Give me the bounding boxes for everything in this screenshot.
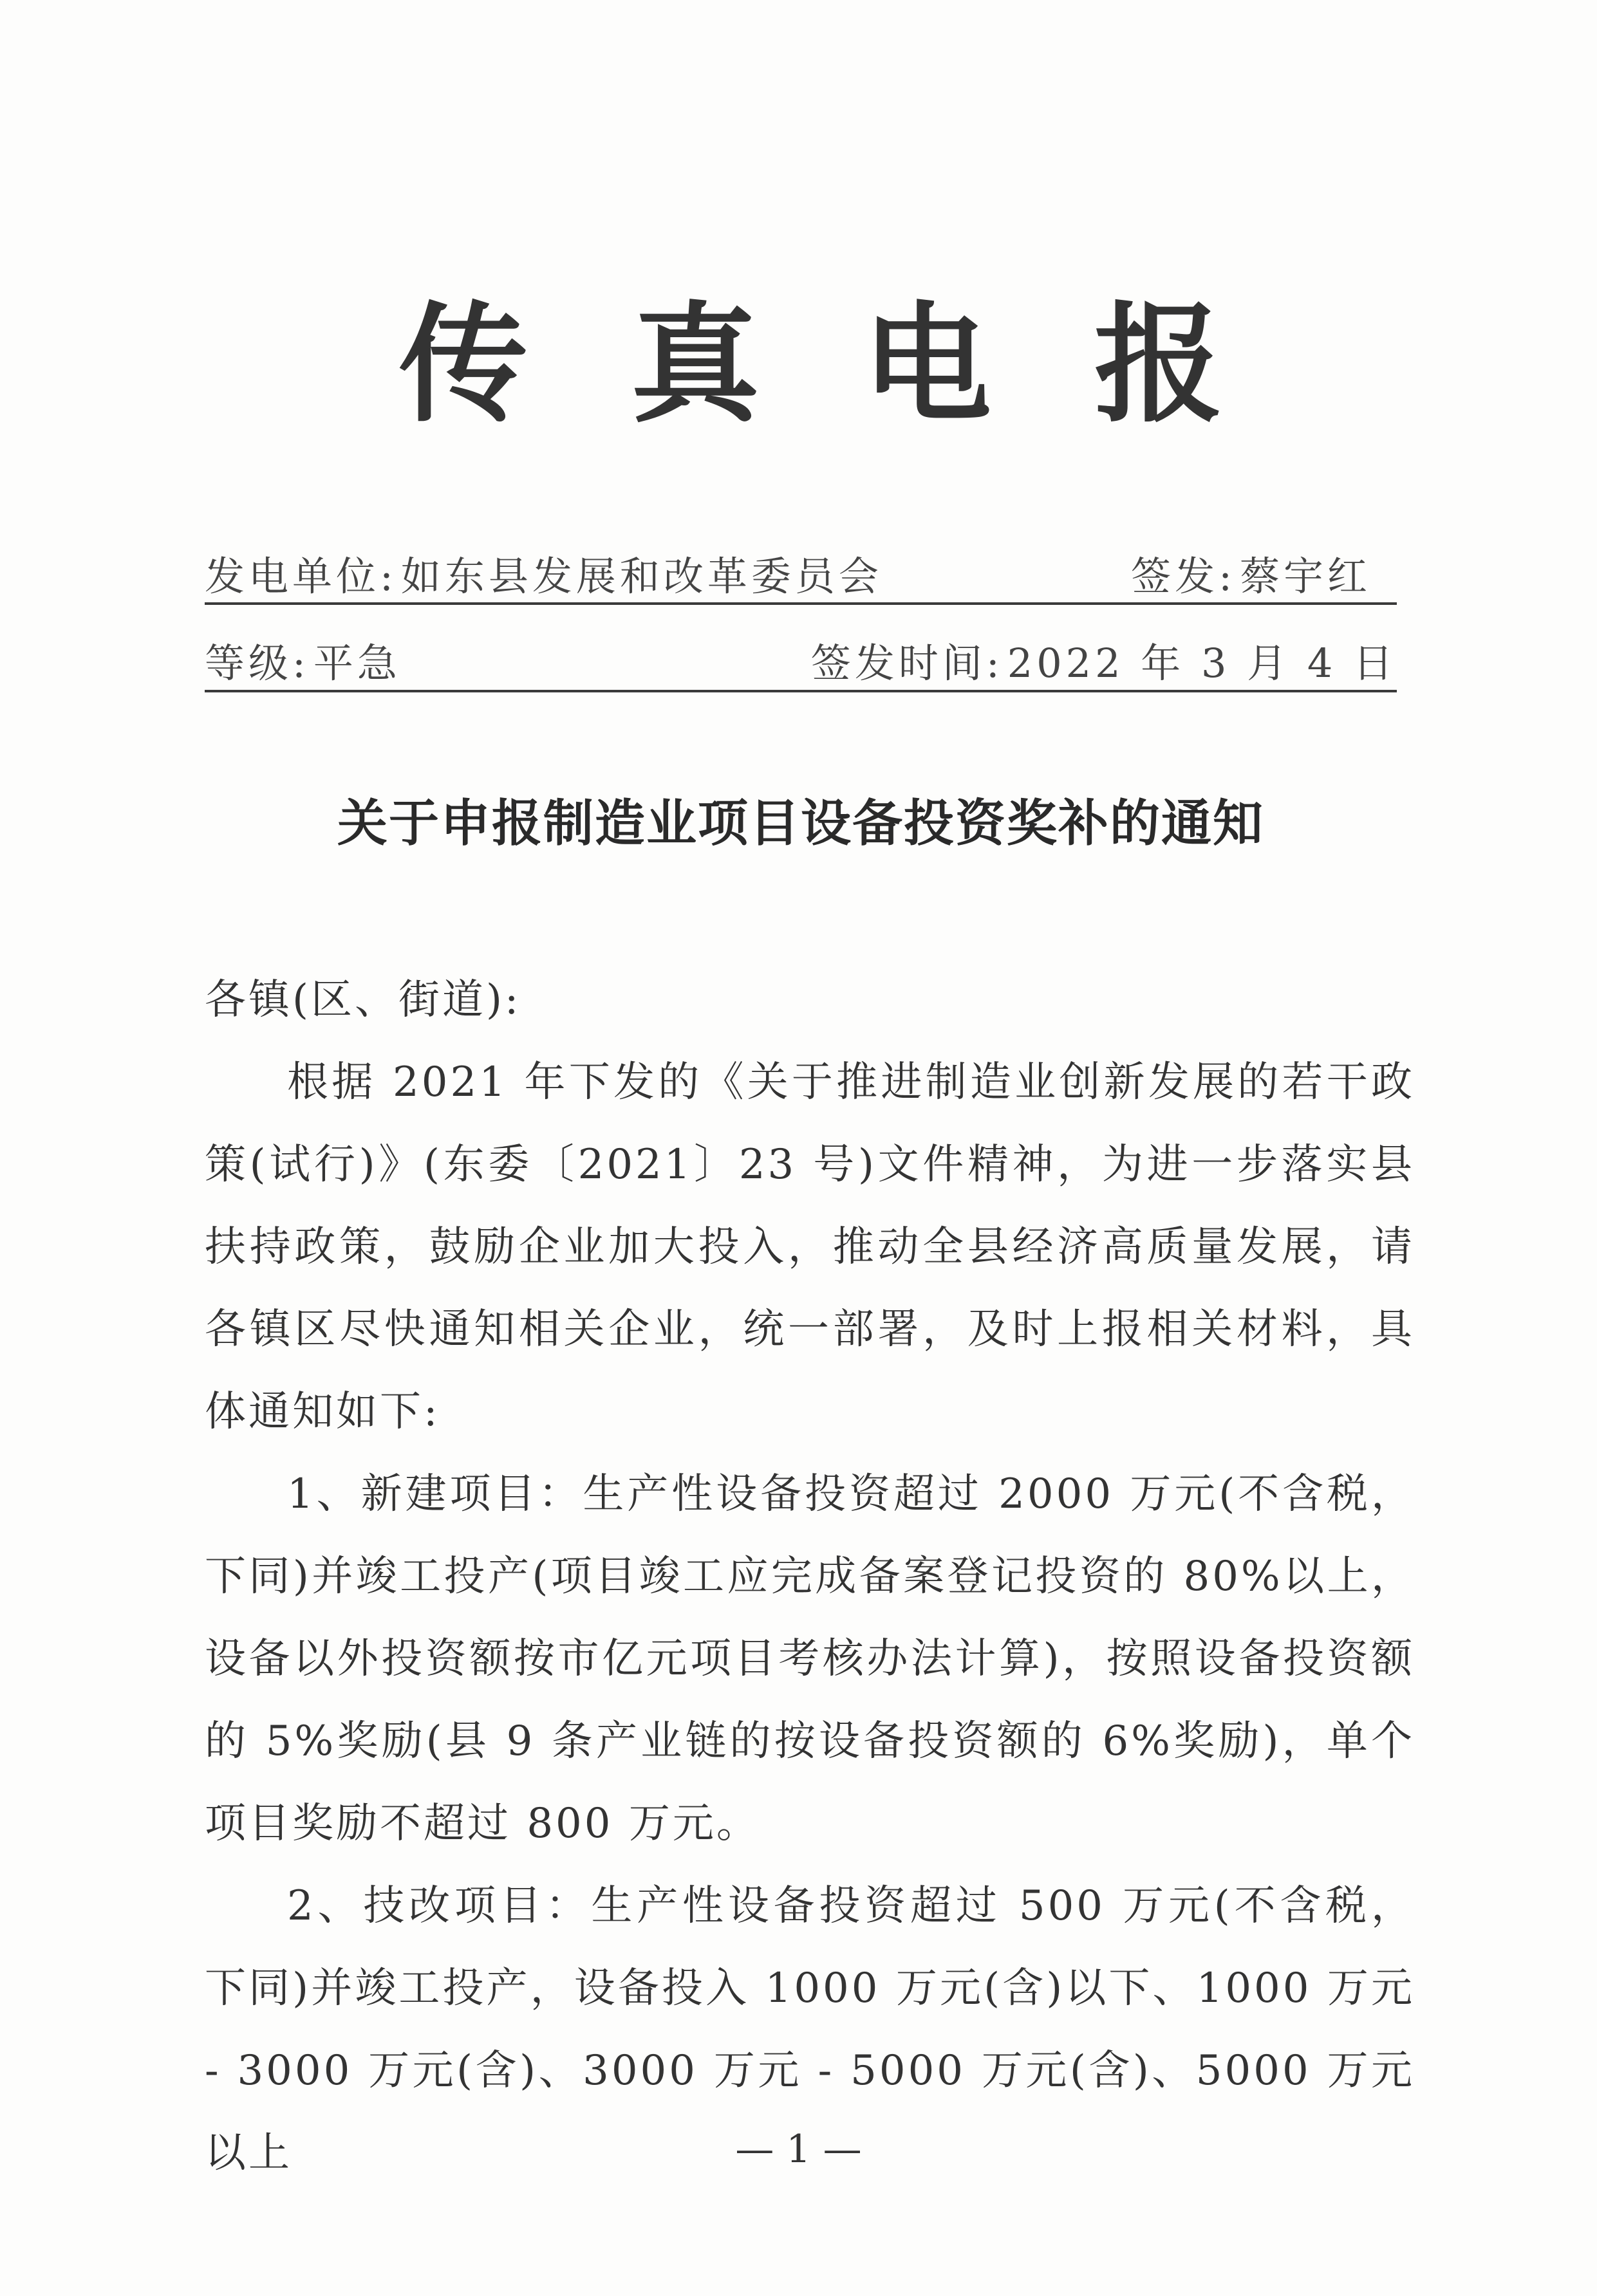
body-paragraph: 2、技改项目：生产性设备投资超过 500 万元(不含税，下同)并竣工投产，设备投入 1000 万元(含)以下、1000 万元 - 3000 万元(含)、3000 万元 - 5000 万元(含)、5000 万元以上 bbox=[205, 1882, 1415, 2177]
body-paragraph: 根据 2021 年下发的《关于推进制造业创新发展的若干政策(试行)》(东委〔2021〕23 号)文件精神，为进一步落实县扶持政策，鼓励企业加大投入，推动全县经济高质量发展，请各镇区尽快通知相关企业，统一部署，及时上报相关材料，具体通知如下: bbox=[205, 1059, 1415, 1436]
header-row-sender bbox=[205, 541, 1397, 605]
sender-field bbox=[205, 544, 883, 602]
level-value: 平急 bbox=[313, 639, 401, 687]
body-paragraph: 1、新建项目：生产性设备投资超过 2000 万元(不含税，下同)并竣工投产(项目竣工应完成备案登记投资的 80%以上，设备以外投资额按市亿元项目考核办法计算)，按照设备投资额的 5%奖励(县 9 条产业链的按设备投资额的 6%奖励)，单个项目奖励不超过 800 万元。 bbox=[205, 1470, 1415, 1847]
date-value: 2022 年 3 月 4 日 bbox=[1007, 639, 1397, 687]
header-divider bbox=[205, 690, 1397, 692]
header-row-level bbox=[205, 627, 1397, 692]
notice-title: 关于申报制造业项目设备投资奖补的通知 bbox=[337, 794, 1264, 853]
page-number: — 1 — bbox=[735, 2127, 862, 2172]
signer-field bbox=[1131, 544, 1371, 602]
date-label: 签发时间: bbox=[810, 639, 1004, 687]
heading-char: 真 bbox=[630, 288, 760, 440]
sender-label: 发电单位: bbox=[205, 552, 397, 600]
document-heading bbox=[399, 277, 1223, 440]
signer-label: 签发: bbox=[1131, 552, 1236, 600]
signer-value: 蔡宇红 bbox=[1239, 552, 1371, 600]
level-field bbox=[205, 631, 401, 689]
salutation: 各镇(区、街道): bbox=[205, 976, 521, 1024]
date-field bbox=[811, 631, 1397, 689]
header-divider bbox=[205, 602, 1397, 605]
heading-char: 报 bbox=[1094, 288, 1223, 440]
notice-body bbox=[205, 959, 1415, 2194]
level-label: 等级: bbox=[205, 639, 310, 687]
heading-char: 电 bbox=[862, 288, 991, 440]
sender-value: 如东县发展和改革委员会 bbox=[400, 552, 883, 600]
heading-char: 传 bbox=[399, 288, 528, 440]
